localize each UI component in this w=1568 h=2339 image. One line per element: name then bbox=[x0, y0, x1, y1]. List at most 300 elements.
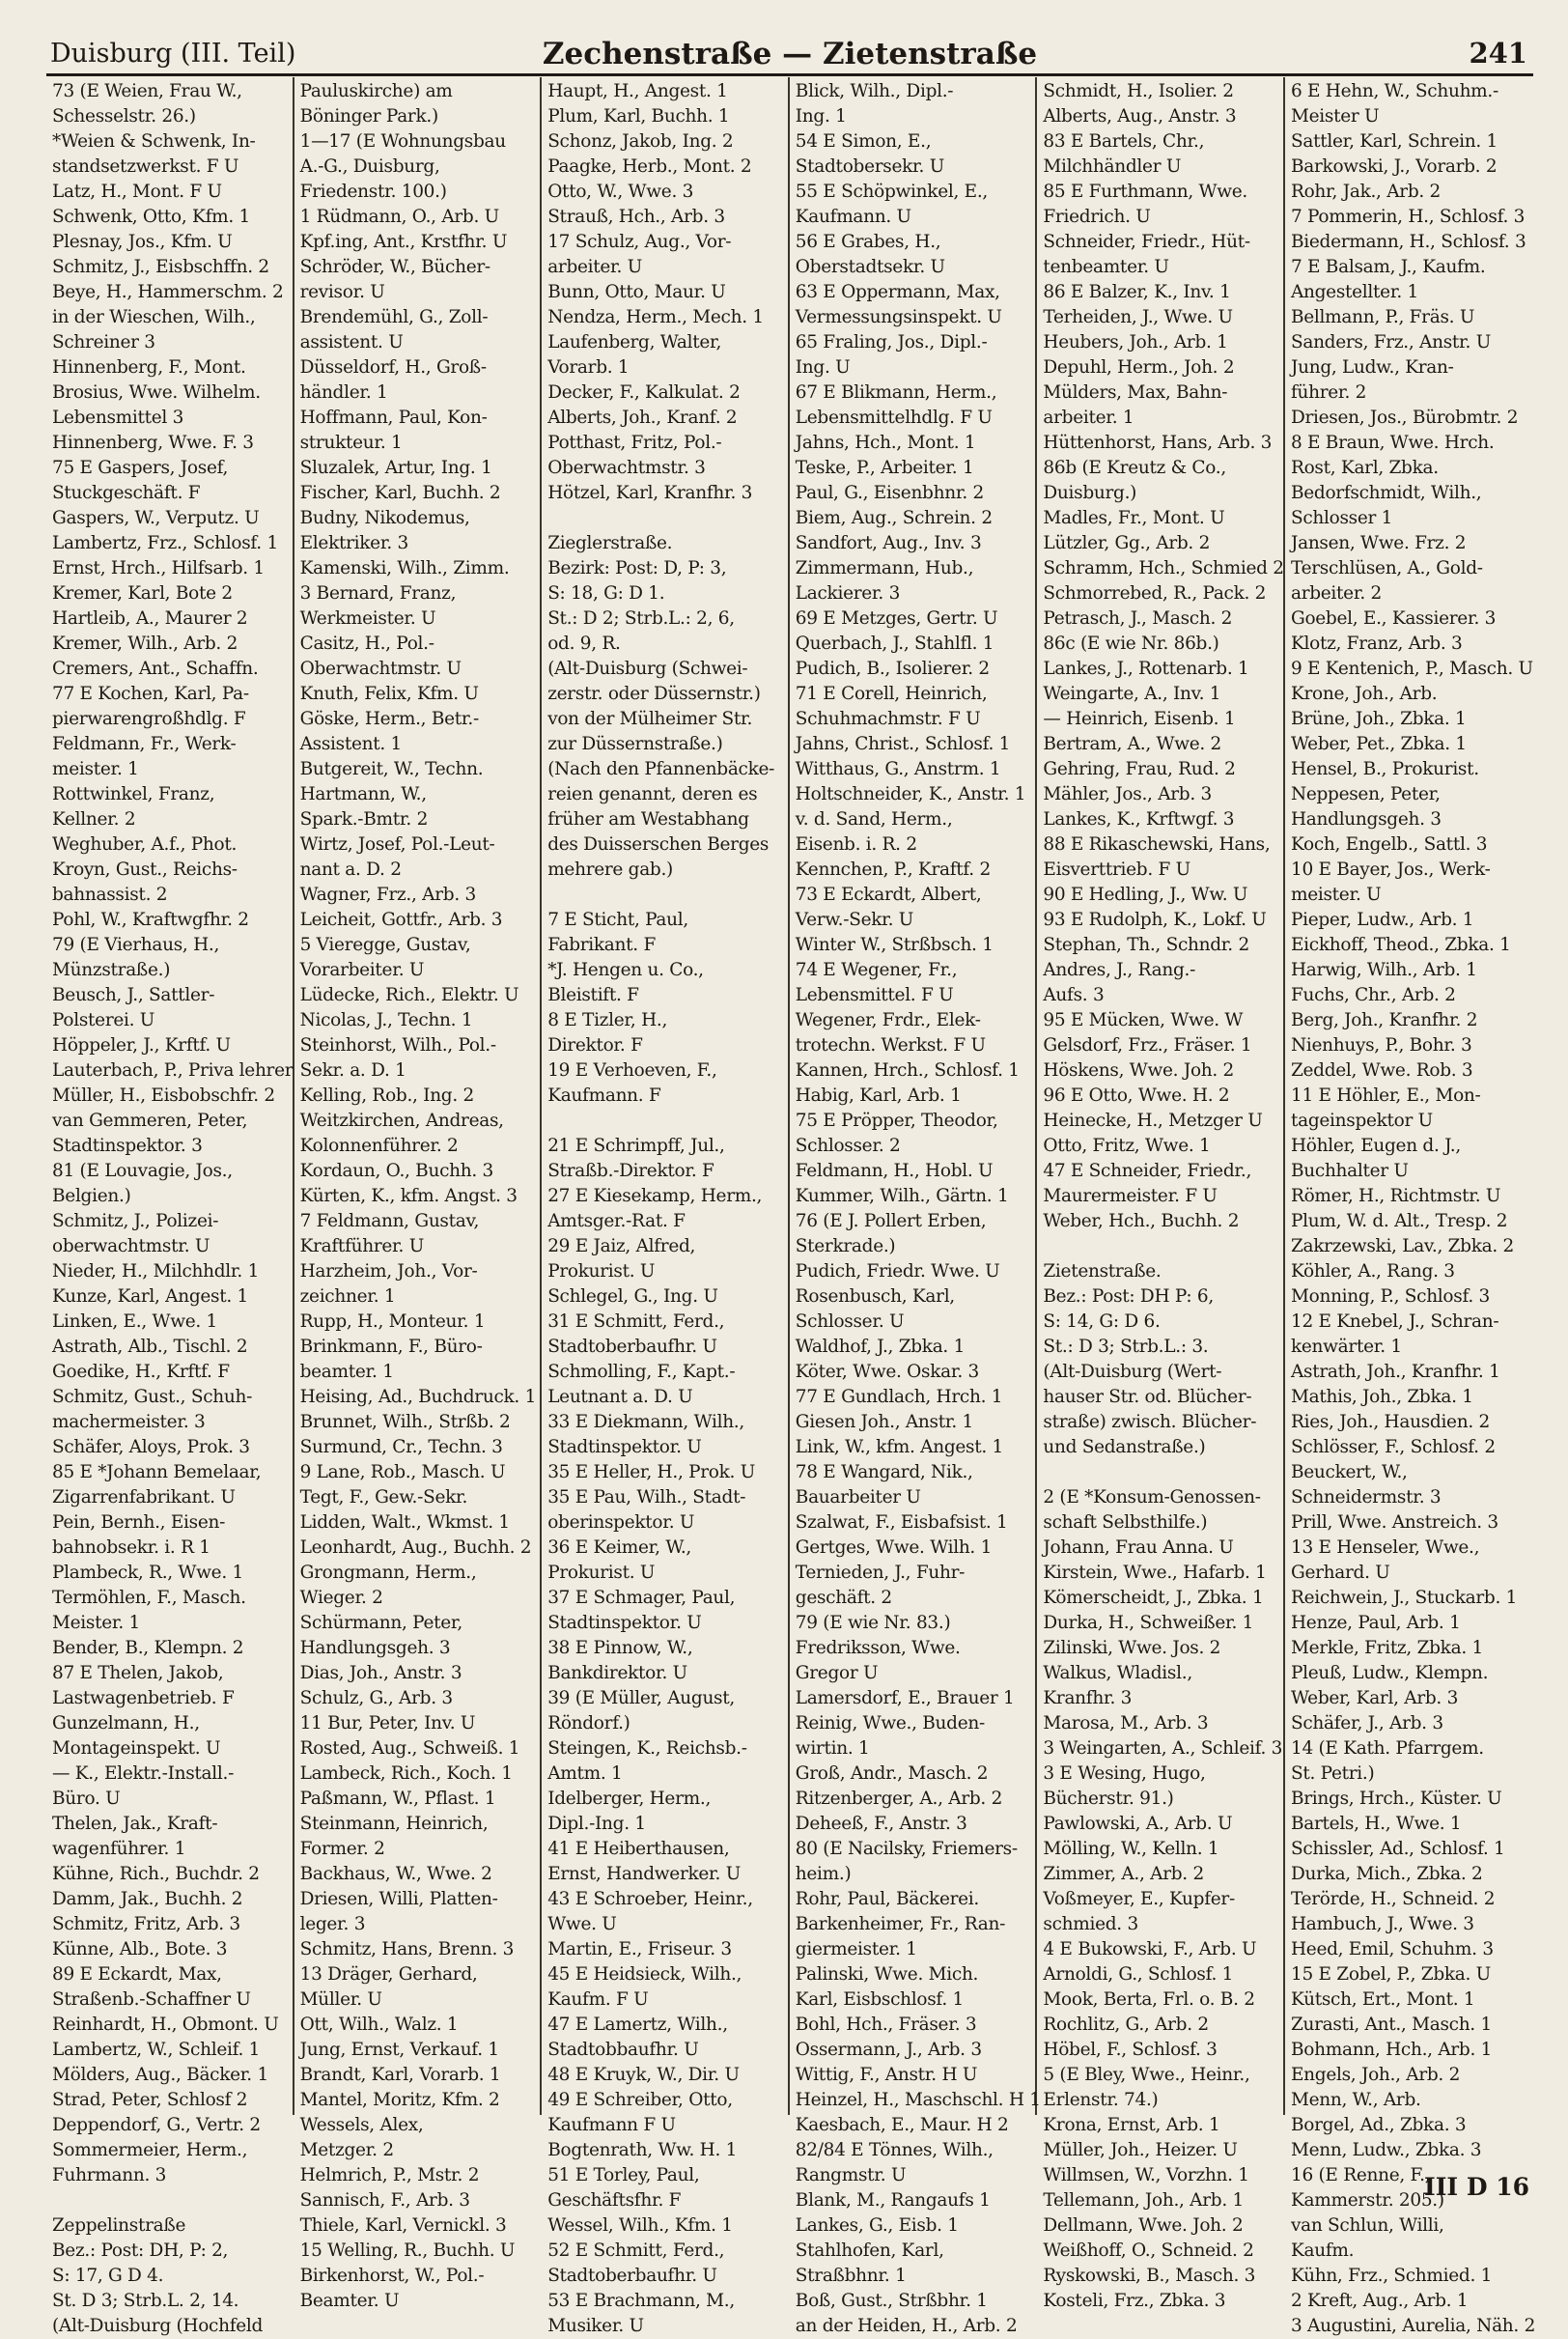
directory-entry-line: Sanders, Frz., Anstr. U bbox=[1290, 332, 1492, 352]
directory-entry-line: S: 18, G: D 1. bbox=[547, 583, 665, 604]
directory-entry-line: Schmitz, Gust., Schuh- bbox=[52, 1387, 253, 1407]
directory-entry-line: Kaufm. F U bbox=[547, 1989, 649, 2010]
directory-entry-line: Bunn, Otto, Maur. U bbox=[547, 282, 726, 302]
directory-entry-line: Harwig, Wilh., Arb. 1 bbox=[1290, 960, 1477, 980]
directory-entry-line: 65 Fraling, Jos., Dipl.- bbox=[795, 332, 988, 352]
directory-entry-line: Nicolas, J., Techn. 1 bbox=[299, 1010, 473, 1030]
directory-entry-line: Oberstadtsekr. U bbox=[795, 257, 945, 277]
directory-entry-line: Weber, Hch., Buchh. 2 bbox=[1043, 1211, 1240, 1231]
directory-entry-line: Ernst, Hrch., Hilfsarb. 1 bbox=[52, 558, 265, 578]
column-4 bbox=[790, 77, 1041, 2336]
directory-entry-line: Straßenb.-Schaffner U bbox=[52, 1989, 251, 2010]
directory-entry-line: Harzheim, Joh., Vor- bbox=[299, 1261, 478, 1282]
directory-entry-line: 15 Welling, R., Buchh. U bbox=[299, 2240, 516, 2261]
directory-entry-line: Sannisch, F., Arb. 3 bbox=[299, 2190, 470, 2211]
directory-entry-line: Latz, H., Mont. F U bbox=[52, 182, 222, 202]
directory-entry-line: Schmidt, H., Isolier. 2 bbox=[1043, 81, 1234, 101]
directory-entry-line: Pohl, W., Kraftwgfhr. 2 bbox=[52, 910, 249, 930]
directory-entry-line: (Alt-Duisburg (Wert- bbox=[1043, 1362, 1222, 1382]
directory-entry-line: Göske, Herm., Betr.- bbox=[299, 709, 479, 729]
directory-entry-line: 12 E Knebel, J., Schran- bbox=[1290, 1311, 1499, 1332]
directory-entry-line: Rosenbusch, Karl, bbox=[795, 1286, 955, 1307]
directory-entry-line: Neppesen, Peter, bbox=[1290, 784, 1441, 804]
column-3 bbox=[542, 77, 790, 2336]
directory-entry-line: Paßmann, W., Pflast. 1 bbox=[299, 1789, 496, 1809]
directory-entry-line: Aufs. 3 bbox=[1043, 985, 1105, 1005]
directory-entry-line: Kirstein, Wwe., Hafarb. 1 bbox=[1043, 1563, 1267, 1583]
directory-entry-line: Grongmann, Herm., bbox=[299, 1563, 477, 1583]
directory-entry-line: 8 E Tizler, H., bbox=[547, 1010, 668, 1030]
directory-entry-line: Lauterbach, P., Priva lehrer bbox=[52, 1060, 294, 1081]
directory-entry-line: Zieglerstraße. bbox=[547, 533, 673, 553]
directory-entry-line: in der Wieschen, Wilh., bbox=[52, 307, 256, 327]
directory-entry-line: 73 E Eckardt, Albert, bbox=[795, 885, 982, 905]
directory-entry-line: Durka, Mich., Zbka. 2 bbox=[1290, 1864, 1483, 1884]
column-1 bbox=[46, 77, 294, 2336]
directory-entry-line: Münzstraße.) bbox=[52, 960, 171, 980]
directory-entry-line: Knuth, Felix, Kfm. U bbox=[299, 684, 479, 704]
directory-entry-line: Kannen, Hrch., Schlosf. 1 bbox=[795, 1060, 1020, 1081]
directory-entry-line: Müller, Joh., Heizer. U bbox=[1043, 2140, 1238, 2160]
directory-entry-line: Schesselstr. 26.) bbox=[52, 106, 196, 127]
directory-entry-line: Plesnay, Jos., Kfm. U bbox=[52, 232, 233, 252]
directory-entry-line: Kelling, Rob., Ing. 2 bbox=[299, 1085, 474, 1106]
directory-entry-line: Mähler, Jos., Arb. 3 bbox=[1043, 784, 1212, 804]
directory-entry-line: 87 E Thelen, Jakob, bbox=[52, 1663, 224, 1683]
directory-entry-line: Durka, H., Schweißer. 1 bbox=[1043, 1613, 1254, 1633]
directory-entry-line: Kammerstr. 205.) bbox=[1290, 2190, 1444, 2211]
directory-entry-line: Barkowski, J., Vorarb. 2 bbox=[1290, 156, 1498, 177]
directory-entry-line: Barkenheimer, Fr., Ran- bbox=[795, 1914, 1006, 1934]
directory-entry-line: 86c (E wie Nr. 86b.) bbox=[1043, 634, 1219, 654]
directory-entry-line: des Duisserschen Berges bbox=[547, 834, 770, 855]
directory-entry-line: Vermessungsinspekt. U bbox=[795, 307, 1002, 327]
directory-entry-line: Brinkmann, F., Büro- bbox=[299, 1337, 483, 1357]
directory-entry-line: Mook, Berta, Frl. o. B. 2 bbox=[1043, 1989, 1255, 2010]
directory-entry-line: Schlösser, F., Schlosf. 2 bbox=[1290, 1437, 1496, 1457]
directory-entry-line: Backhaus, W., Wwe. 2 bbox=[299, 1864, 492, 1884]
directory-entry-line: Heubers, Joh., Arb. 1 bbox=[1043, 332, 1228, 352]
directory-entry-line: 74 E Wegener, Fr., bbox=[795, 960, 958, 980]
directory-entry-line: Nienhuys, P., Bohr. 3 bbox=[1290, 1035, 1472, 1056]
directory-entry-line: 49 E Schreiber, Otto, bbox=[547, 2090, 733, 2110]
directory-entry-line: schaft Selbsthilfe.) bbox=[1043, 1512, 1208, 1533]
directory-entry-line: Brandt, Karl, Vorarb. 1 bbox=[299, 2065, 501, 2085]
sheet-signature: III D 16 bbox=[1424, 2173, 1529, 2201]
directory-entry-line: Röndorf.) bbox=[547, 1713, 630, 1733]
directory-entry-line: Metzger. 2 bbox=[299, 2140, 394, 2160]
directory-entry-line: Otto, W., Wwe. 3 bbox=[547, 182, 694, 202]
directory-entry-line: Schwenk, Otto, Kfm. 1 bbox=[52, 207, 250, 227]
directory-entry-line: Decker, F., Kalkulat. 2 bbox=[547, 382, 741, 403]
directory-entry-line: 45 E Heidsieck, Wilh., bbox=[547, 1964, 742, 1985]
directory-entry-line: Hensel, B., Prokurist. bbox=[1290, 759, 1479, 779]
directory-entry-line: Schlosser 1 bbox=[1290, 508, 1393, 528]
directory-entry-line: 95 E Mücken, Wwe. W bbox=[1043, 1010, 1244, 1030]
directory-entry-line: Buchhalter U bbox=[1290, 1161, 1409, 1181]
directory-entry-line: Lüdecke, Rich., Elektr. U bbox=[299, 985, 519, 1005]
directory-entry-line: Schmorrebed, R., Pack. 2 bbox=[1043, 583, 1267, 604]
directory-entry-line: Terschlüsen, A., Gold- bbox=[1290, 558, 1483, 578]
directory-entry-line: schmied. 3 bbox=[1043, 1914, 1138, 1934]
directory-entry-line: zerstr. oder Düssernstr.) bbox=[547, 684, 761, 704]
directory-entry-line: Lambeck, Rich., Koch. 1 bbox=[299, 1763, 513, 1784]
directory-entry-line: Erlenstr. 74.) bbox=[1043, 2090, 1159, 2110]
directory-entry-line: Eisenb. i. R. 2 bbox=[795, 834, 917, 855]
directory-entry-line: Kaufmann. F bbox=[547, 1085, 661, 1106]
directory-entry-line: Höppeler, J., Krftf. U bbox=[52, 1035, 231, 1056]
directory-entry-line: Fischer, Karl, Buchh. 2 bbox=[299, 483, 501, 503]
directory-entry-line: Prokurist. U bbox=[547, 1261, 656, 1282]
directory-entry-line: Karl, Eisbschlosf. 1 bbox=[795, 1989, 964, 2010]
directory-entry-line: Potthast, Fritz, Pol.- bbox=[547, 433, 722, 453]
directory-entry-line: führer. 2 bbox=[1290, 382, 1367, 403]
directory-entry-line: wirtin. 1 bbox=[795, 1738, 870, 1759]
directory-entry-line: Astrath, Alb., Tischl. 2 bbox=[52, 1337, 248, 1357]
header-street-range: Zechenstraße — Zietenstraße bbox=[542, 37, 1038, 71]
directory-entry-line: Kroyn, Gust., Reichs- bbox=[52, 860, 238, 880]
directory-entry-line: oberwachtmstr. U bbox=[52, 1236, 210, 1256]
directory-entry-line: Schuhmachmstr. F U bbox=[795, 709, 981, 729]
directory-entry-line: Leicheit, Gottfr., Arb. 3 bbox=[299, 910, 503, 930]
directory-entry-line: an der Heiden, H., Arb. 2 bbox=[795, 2316, 1018, 2336]
directory-entry-line: 11 Bur, Peter, Inv. U bbox=[299, 1713, 476, 1733]
directory-entry-line: assistent. U bbox=[299, 332, 404, 352]
directory-entry-line: Steinhorst, Wilh., Pol.- bbox=[299, 1035, 496, 1056]
directory-entry-line: Sattler, Karl, Schrein. 1 bbox=[1290, 131, 1498, 152]
directory-entry-line: Friedrich. U bbox=[1043, 207, 1151, 227]
directory-entry-line: St. D 3; Strb.L. 2, 14. bbox=[52, 2291, 239, 2311]
directory-entry-line: Goedike, H., Krftf. F bbox=[52, 1362, 230, 1382]
directory-entry-line: Stadtoberbaufhr. U bbox=[547, 1337, 717, 1357]
directory-entry-line: (Alt-Duisburg (Hochfeld bbox=[52, 2316, 264, 2336]
directory-entry-line: Kpf.ing, Ant., Krstfhr. U bbox=[299, 232, 508, 252]
directory-entry-line: Amtm. 1 bbox=[547, 1763, 623, 1784]
directory-entry-line: St. Petri.) bbox=[1290, 1763, 1375, 1784]
directory-entry-line: 39 (E Müller, August, bbox=[547, 1688, 735, 1708]
directory-entry-line: St.: D 3; Strb.L.: 3. bbox=[1043, 1337, 1209, 1357]
directory-entry-line: 13 E Henseler, Wwe., bbox=[1290, 1537, 1480, 1558]
directory-entry-line: Ing. 1 bbox=[795, 106, 847, 127]
directory-entry-line: Beusch, J., Sattler- bbox=[52, 985, 215, 1005]
directory-entry-line: Bohl, Hch., Fräser. 3 bbox=[795, 2015, 977, 2035]
directory-entry-line: machermeister. 3 bbox=[52, 1412, 206, 1432]
directory-entry-line: Tellemann, Joh., Arb. 1 bbox=[1043, 2190, 1244, 2211]
directory-entry-line: 5 Vieregge, Gustav, bbox=[299, 935, 471, 955]
directory-entry-line: Lackierer. 3 bbox=[795, 583, 901, 604]
directory-entry-line: Strad, Peter, Schlosf 2 bbox=[52, 2090, 248, 2110]
directory-entry-line: Nieder, H., Milchhdlr. 1 bbox=[52, 1261, 260, 1282]
directory-entry-line: Lebensmittelhdlg. F U bbox=[795, 408, 993, 428]
column-2 bbox=[294, 77, 543, 2311]
directory-entry-line: Lützler, Gg., Arb. 2 bbox=[1043, 533, 1211, 553]
directory-entry-line: Kremer, Wilh., Arb. 2 bbox=[52, 634, 238, 654]
directory-entry-line: 47 E Schneider, Friedr., bbox=[1043, 1161, 1252, 1181]
directory-entry-line: Stadtinspektor. U bbox=[547, 1613, 702, 1633]
directory-entry-line: Friedenstr. 100.) bbox=[299, 182, 447, 202]
directory-entry-line: revisor. U bbox=[299, 282, 385, 302]
directory-entry-line: 6 E Hehn, W., Schuhm.- bbox=[1290, 81, 1498, 101]
directory-entry-line: 10 E Bayer, Jos., Werk- bbox=[1290, 860, 1491, 880]
directory-entry-line: 29 E Jaiz, Alfred, bbox=[547, 1236, 696, 1256]
directory-entry-line: Driesen, Jos., Bürobmtr. 2 bbox=[1290, 408, 1519, 428]
directory-entry-line: Spark.-Bmtr. 2 bbox=[299, 809, 429, 830]
directory-entry-line: Beamter. U bbox=[299, 2291, 400, 2311]
directory-entry-line: Eickhoff, Theod., Zbka. 1 bbox=[1290, 935, 1511, 955]
directory-entry-line: Wegener, Frdr., Elek- bbox=[795, 1010, 981, 1030]
directory-entry-line: *J. Hengen u. Co., bbox=[547, 960, 704, 980]
directory-entry-line: Schäfer, J., Arb. 3 bbox=[1290, 1713, 1443, 1733]
directory-entry-line: beamter. 1 bbox=[299, 1362, 394, 1382]
directory-entry-line: 47 E Lamertz, Wilh., bbox=[547, 2015, 728, 2035]
directory-entry-line: 1 Rüdmann, O., Arb. U bbox=[299, 207, 499, 227]
directory-entry-line: Elektriker. 3 bbox=[299, 533, 408, 553]
directory-entry-line: Schlosser. 2 bbox=[795, 1136, 901, 1156]
directory-entry-line: Vorarbeiter. U bbox=[299, 960, 425, 980]
directory-entry-line: Weghuber, A.f., Phot. bbox=[52, 834, 238, 855]
directory-entry-line: Merkle, Fritz, Zbka. 1 bbox=[1290, 1638, 1483, 1658]
directory-entry-line: Bücherstr. 91.) bbox=[1043, 1789, 1174, 1809]
directory-entry-line: Witthaus, G., Anstrm. 1 bbox=[795, 759, 1001, 779]
directory-entry-line: geschäft. 2 bbox=[795, 1588, 892, 1608]
directory-entry-line: Montageinspekt. U bbox=[52, 1738, 221, 1759]
directory-entry-line: Bankdirektor. U bbox=[547, 1663, 687, 1683]
directory-entry-line: 3 Augustini, Aurelia, Näh. 2 bbox=[1290, 2316, 1536, 2336]
directory-entry-line: Handlungsgeh. 3 bbox=[1290, 809, 1442, 830]
directory-entry-line: Stahlhofen, Karl, bbox=[795, 2240, 944, 2261]
directory-entry-line: Kamenski, Wilh., Zimm. bbox=[299, 558, 510, 578]
directory-entry-line: 41 E Heiberthausen, bbox=[547, 1839, 730, 1859]
directory-entry-line: Kühne, Rich., Buchdr. 2 bbox=[52, 1864, 260, 1884]
directory-entry-line: 78 E Wangard, Nik., bbox=[795, 1462, 973, 1482]
directory-entry-line: Ries, Joh., Hausdien. 2 bbox=[1290, 1412, 1490, 1432]
directory-entry-line: Verw.-Sekr. U bbox=[795, 910, 914, 930]
directory-entry-line: Duisburg.) bbox=[1043, 483, 1137, 503]
directory-entry-line: — Heinrich, Eisenb. 1 bbox=[1043, 709, 1236, 729]
directory-entry-line: Kellner. 2 bbox=[52, 809, 136, 830]
directory-entry-line: Angestellter. 1 bbox=[1290, 282, 1418, 302]
directory-entry-line: Reichwein, J., Stuckarb. 1 bbox=[1290, 1588, 1518, 1608]
directory-entry-line bbox=[547, 1109, 782, 1134]
directory-entry-line: Heinzel, H., Maschschl. H 1 bbox=[795, 2090, 1041, 2110]
directory-entry-line: Ossermann, J., Arb. 3 bbox=[795, 2040, 982, 2060]
directory-entry-line: Sommermeier, Herm., bbox=[52, 2140, 248, 2160]
directory-entry-line: Hinnenberg, F., Mont. bbox=[52, 357, 246, 378]
directory-entry-line: Bender, B., Klempn. 2 bbox=[52, 1638, 244, 1658]
directory-entry-line: Madles, Fr., Mont. U bbox=[1043, 508, 1225, 528]
directory-entry-line: Zeppelinstraße bbox=[52, 2215, 186, 2236]
directory-entry-line: Kranfhr. 3 bbox=[1043, 1688, 1133, 1708]
directory-entry-line: 38 E Pinnow, W., bbox=[547, 1638, 693, 1658]
page-header bbox=[46, 35, 1533, 76]
directory-entry-line: Hartmann, W., bbox=[299, 784, 427, 804]
directory-entry-line: 85 E Furthmann, Wwe. bbox=[1043, 182, 1247, 202]
directory-entry-line: Jahns, Hch., Mont. 1 bbox=[795, 433, 976, 453]
directory-entry-line: Mathis, Joh., Zbka. 1 bbox=[1290, 1387, 1473, 1407]
directory-entry-line: *Weien & Schwenk, In- bbox=[52, 131, 256, 152]
directory-entry-line: Brunnet, Wilh., Strßb. 2 bbox=[299, 1412, 511, 1432]
directory-entry-line: Brosius, Wwe. Wilhelm. bbox=[52, 382, 261, 403]
directory-entry-line: Strauß, Hch., Arb. 3 bbox=[547, 207, 725, 227]
directory-entry-line: Köhler, A., Rang. 3 bbox=[1290, 1261, 1455, 1282]
directory-entry-line: Groß, Andr., Masch. 2 bbox=[795, 1763, 989, 1784]
directory-entry-line: 7 E Balsam, J., Kaufm. bbox=[1290, 257, 1486, 277]
directory-entry-line: Prill, Wwe. Anstreich. 3 bbox=[1290, 1512, 1498, 1533]
directory-entry-line: Bogtenrath, Ww. H. 1 bbox=[547, 2140, 738, 2160]
directory-entry-line: zeichner. 1 bbox=[299, 1286, 396, 1307]
column-5 bbox=[1037, 77, 1285, 2311]
directory-entry-line: Sandfort, Aug., Inv. 3 bbox=[795, 533, 982, 553]
directory-entry-line: Kremer, Karl, Bote 2 bbox=[52, 583, 233, 604]
directory-entry-line: Szalwat, F., Eisbafsist. 1 bbox=[795, 1512, 1008, 1533]
directory-entry-line: Köter, Wwe. Oskar. 3 bbox=[795, 1362, 980, 1382]
directory-entry-line: 21 E Schrimpff, Jul., bbox=[547, 1136, 725, 1156]
directory-entry-line: Hambuch, J., Wwe. 3 bbox=[1290, 1914, 1474, 1934]
directory-entry-line: Zimmer, A., Arb. 2 bbox=[1043, 1864, 1204, 1884]
directory-entry-line: Boß, Gust., Strßbhr. 1 bbox=[795, 2291, 988, 2311]
directory-entry-line: 4 E Bukowski, F., Arb. U bbox=[1043, 1939, 1257, 1959]
directory-entry-line: Ott, Wilh., Walz. 1 bbox=[299, 2015, 459, 2035]
directory-entry-line: Deheeß, F., Anstr. 3 bbox=[795, 1814, 967, 1834]
directory-entry-line: 51 E Torley, Paul, bbox=[547, 2165, 700, 2185]
directory-entry-line: Pudich, Friedr. Wwe. U bbox=[795, 1261, 1000, 1282]
directory-entry-line: Fuhrmann. 3 bbox=[52, 2165, 167, 2185]
header-city: Duisburg (III. Teil) bbox=[50, 39, 296, 69]
directory-entry-line: 76 (E J. Pollert Erben, bbox=[795, 1211, 987, 1231]
directory-entry-line: standsetzwerkst. F U bbox=[52, 156, 239, 177]
directory-entry-line: Lambertz, Frz., Schlosf. 1 bbox=[52, 533, 278, 553]
directory-entry-line: 17 Schulz, Aug., Vor- bbox=[547, 232, 732, 252]
directory-entry-line: Thiele, Karl, Vernickl. 3 bbox=[299, 2215, 507, 2236]
directory-entry-line: Brüne, Joh., Zbka. 1 bbox=[1290, 709, 1467, 729]
directory-entry-line: Leutnant a. D. U bbox=[547, 1387, 693, 1407]
directory-entry-line: Kunze, Karl, Angest. 1 bbox=[52, 1286, 248, 1307]
directory-entry-line: 7 E Sticht, Paul, bbox=[547, 910, 688, 930]
directory-entry-line: Stadtinspektor. 3 bbox=[52, 1136, 203, 1156]
directory-entry-line: Reinig, Wwe., Buden- bbox=[795, 1713, 985, 1733]
directory-entry-line: Menn, W., Arb. bbox=[1290, 2090, 1421, 2110]
directory-entry-line: 86 E Balzer, K., Inv. 1 bbox=[1043, 282, 1231, 302]
directory-entry-line: Stuckgeschäft. F bbox=[52, 483, 201, 503]
directory-entry-line: giermeister. 1 bbox=[795, 1939, 917, 1959]
directory-entry-line: reien genannt, deren es bbox=[547, 784, 758, 804]
directory-entry-line: Zimmermann, Hub., bbox=[795, 558, 974, 578]
directory-entry-line: — K., Elektr.-Install.- bbox=[52, 1763, 235, 1784]
directory-entry-line: pierwarengroßhdlg. F bbox=[52, 709, 246, 729]
directory-entry-line: Dipl.-Ing. 1 bbox=[547, 1814, 646, 1834]
directory-entry-line: Alberts, Aug., Anstr. 3 bbox=[1043, 106, 1237, 127]
directory-entry-line: Schlosser. U bbox=[795, 1311, 905, 1332]
directory-entry-line: Kummer, Wilh., Gärtn. 1 bbox=[795, 1186, 1009, 1206]
directory-entry-line: Römer, H., Richtmstr. U bbox=[1290, 1186, 1501, 1206]
directory-entry-line: 13 Dräger, Gerhard, bbox=[299, 1964, 478, 1985]
directory-entry-line: Schmitz, Fritz, Arb. 3 bbox=[52, 1914, 240, 1934]
directory-entry-line: 33 E Diekmann, Wilh., bbox=[547, 1412, 744, 1432]
directory-entry-line: A.-G., Duisburg, bbox=[299, 156, 440, 177]
directory-entry-line: Zurasti, Ant., Masch. 1 bbox=[1290, 2015, 1492, 2035]
directory-entry-line: 8 E Braun, Wwe. Hrch. bbox=[1290, 433, 1495, 453]
directory-entry-line bbox=[1043, 1234, 1277, 1259]
directory-entry-line: Schmitz, Hans, Brenn. 3 bbox=[299, 1939, 515, 1959]
directory-entry-line: Lankes, J., Rottenarb. 1 bbox=[1043, 659, 1249, 679]
directory-entry-line: Thelen, Jak., Kraft- bbox=[52, 1814, 218, 1834]
directory-entry-line: Beuckert, W., bbox=[1290, 1462, 1408, 1482]
directory-entry-line: Driesen, Willi, Platten- bbox=[299, 1889, 498, 1909]
directory-entry-line: 2 Kreft, Aug., Arb. 1 bbox=[1290, 2291, 1469, 2311]
directory-entry-line: Menn, Ludw., Zbka. 3 bbox=[1290, 2140, 1482, 2160]
directory-entry-line: Surmund, Cr., Techn. 3 bbox=[299, 1437, 503, 1457]
directory-entry-line: Kömerscheidt, J., Zbka. 1 bbox=[1043, 1588, 1264, 1608]
directory-entry-line: 77 E Kochen, Karl, Pa- bbox=[52, 684, 249, 704]
directory-entry-line: Biem, Aug., Schrein. 2 bbox=[795, 508, 993, 528]
directory-entry-line: von der Mülheimer Str. bbox=[547, 709, 753, 729]
directory-entry-line: 2 (E *Konsum-Genossen- bbox=[1043, 1487, 1261, 1508]
directory-entry-line: 35 E Heller, H., Prok. U bbox=[547, 1462, 755, 1482]
directory-entry-line: Rosted, Aug., Schweiß. 1 bbox=[299, 1738, 520, 1759]
directory-entry-line: 3 Bernard, Franz, bbox=[299, 583, 457, 604]
directory-entry-line: Kosteli, Frz., Zbka. 3 bbox=[1043, 2291, 1226, 2311]
directory-entry-line: Cremers, Ant., Schaffn. bbox=[52, 659, 259, 679]
directory-entry-line: Eisverttrieb. F U bbox=[1043, 860, 1190, 880]
directory-entry-line: 31 E Schmitt, Ferd., bbox=[547, 1311, 725, 1332]
directory-entry-line: Ernst, Handwerker. U bbox=[547, 1864, 742, 1884]
directory-entry-line: 9 E Kentenich, P., Masch. U bbox=[1290, 659, 1533, 679]
directory-entry-line: Kaufm. bbox=[1290, 2240, 1355, 2261]
directory-entry-line: Laufenberg, Walter, bbox=[547, 332, 722, 352]
directory-entry-line: Weitzkirchen, Andreas, bbox=[299, 1111, 504, 1131]
directory-entry-line: Polsterei. U bbox=[52, 1010, 155, 1030]
directory-entry-line: Sterkrade.) bbox=[795, 1236, 896, 1256]
directory-entry-line: Heinecke, H., Metzger U bbox=[1043, 1111, 1263, 1131]
directory-entry-line: Pudich, B., Isolierer. 2 bbox=[795, 659, 990, 679]
directory-entry-line: Direktor. F bbox=[547, 1035, 643, 1056]
directory-entry-line: Sekr. a. D. 1 bbox=[299, 1060, 406, 1081]
directory-entry-line: Pleuß, Ludw., Klempn. bbox=[1290, 1663, 1489, 1683]
directory-entry-line: leger. 3 bbox=[299, 1914, 366, 1934]
directory-entry-line: Steinmann, Heinrich, bbox=[299, 1814, 489, 1834]
directory-entry-line: 16 (E Renne, F., bbox=[1290, 2165, 1431, 2185]
directory-entry-line: Hüttenhorst, Hans, Arb. 3 bbox=[1043, 433, 1273, 453]
directory-entry-line: Gunzelmann, H., bbox=[52, 1713, 200, 1733]
directory-entry-line: Milchhändler U bbox=[1043, 156, 1182, 177]
directory-entry-line: Hötzel, Karl, Kranfhr. 3 bbox=[547, 483, 753, 503]
directory-entry-line: Kordaun, O., Buchh. 3 bbox=[299, 1161, 494, 1181]
directory-entry-line: Straßb.-Direktor. F bbox=[547, 1161, 714, 1181]
directory-entry-line: Winter W., Strßbsch. 1 bbox=[795, 935, 994, 955]
directory-entry-line: Idelberger, Herm., bbox=[547, 1789, 712, 1809]
directory-entry-line: 73 (E Weien, Frau W., bbox=[52, 81, 242, 101]
directory-entry-line: Bellmann, P., Fräs. U bbox=[1290, 307, 1475, 327]
directory-entry-line: Butgereit, W., Techn. bbox=[299, 759, 484, 779]
directory-entry-line: 77 E Gundlach, Hrch. 1 bbox=[795, 1387, 1003, 1407]
directory-entry-line: 7 Pommerin, H., Schlosf. 3 bbox=[1290, 207, 1526, 227]
directory-entry-line: Vorarb. 1 bbox=[547, 357, 630, 378]
directory-entry-line: Steingen, K., Reichsb.- bbox=[547, 1738, 747, 1759]
directory-entry-line: Biedermann, H., Schlosf. 3 bbox=[1290, 232, 1526, 252]
directory-entry-line: Kaesbach, E., Maur. H 2 bbox=[795, 2115, 1009, 2135]
directory-entry-line: Prokurist. U bbox=[547, 1563, 656, 1583]
directory-entry-line: 7 Feldmann, Gustav, bbox=[299, 1211, 480, 1231]
directory-entry-line: Schlegel, G., Ing. U bbox=[547, 1286, 718, 1307]
directory-entry-line: Stadtoberbaufhr. U bbox=[547, 2266, 717, 2286]
directory-entry-line: Fabrikant. F bbox=[547, 935, 656, 955]
page-number: 241 bbox=[1469, 37, 1527, 70]
directory-entry-line: Büro. U bbox=[52, 1789, 121, 1809]
directory-entry-line: 19 E Verhoeven, F., bbox=[547, 1060, 717, 1081]
directory-entry-line: arbeiter. 2 bbox=[1290, 583, 1382, 604]
directory-entry-line: 69 E Metzges, Gertr. U bbox=[795, 608, 998, 629]
directory-entry-line: Stadtobersekr. U bbox=[795, 156, 944, 177]
